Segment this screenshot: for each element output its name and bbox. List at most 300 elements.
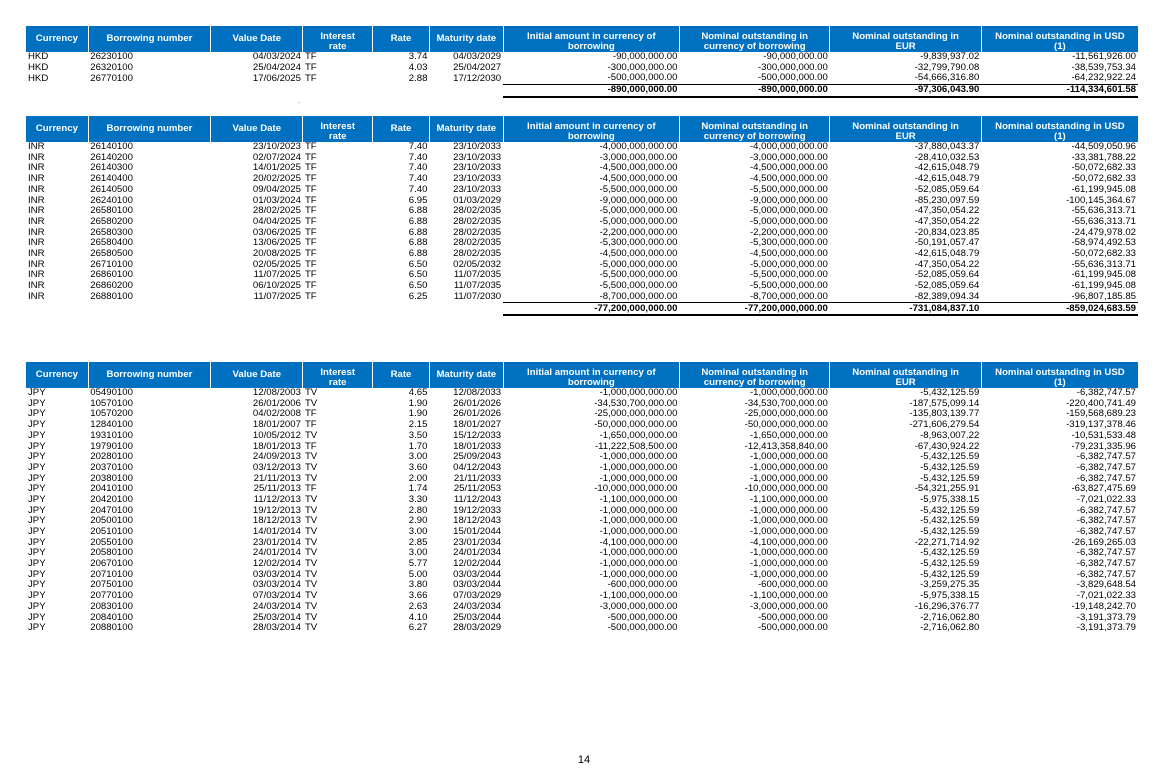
cell-value-date: 17/06/2025 bbox=[252, 73, 301, 84]
cell-nominal-eur: -42,615,048.79 bbox=[914, 248, 980, 259]
cell-initial-amount: -5,500,000,000.00 bbox=[599, 280, 678, 292]
cell-nominal-eur: -9,839,937.02 bbox=[920, 52, 980, 63]
cell-nominal-usd: -6,382,747.57 bbox=[1076, 548, 1136, 559]
cell-initial-amount: -4,100,000,000.00 bbox=[599, 537, 678, 548]
cell-initial-amount: -600,000,000.00 bbox=[607, 580, 678, 591]
cell-rate: 2.63 bbox=[408, 601, 428, 612]
cell-nominal-ccy: -1,000,000,000.00 bbox=[749, 473, 828, 484]
cell-rate: 7.40 bbox=[408, 152, 428, 163]
header-currency: Currency bbox=[26, 26, 88, 52]
cell-borrowing-number: 19310100 bbox=[90, 430, 133, 441]
cell-initial-amount: -1,650,000,000.00 bbox=[599, 430, 678, 441]
header-interest-rate-line: rate bbox=[328, 41, 347, 52]
cell-initial-amount: -500,000,000.00 bbox=[607, 73, 678, 84]
cell-nominal-usd: -6,382,747.57 bbox=[1076, 569, 1136, 580]
cell-initial-amount: -1,000,000,000.00 bbox=[599, 559, 678, 570]
cell-value-date: 10/05/2012 bbox=[252, 430, 301, 441]
cell-nominal-ccy: -4,500,000,000.00 bbox=[749, 163, 828, 174]
cell-value-date: 21/11/2013 bbox=[253, 473, 301, 484]
page-number: 14 bbox=[577, 754, 591, 766]
table-row bbox=[26, 431, 1138, 442]
cell-borrowing-number: 20380100 bbox=[90, 473, 133, 484]
header-nominal-ccy bbox=[679, 26, 829, 52]
cell-maturity-date: 28/02/2035 bbox=[453, 227, 502, 238]
header-nominal-usd-line: (1) bbox=[1054, 131, 1066, 142]
cell-rate: 3.66 bbox=[408, 591, 428, 602]
table-row bbox=[26, 559, 1138, 570]
header-borrowing-number: Borrowing number bbox=[88, 362, 210, 388]
header-nominal-eur bbox=[830, 116, 981, 142]
header-maturity-date: Maturity date bbox=[429, 362, 503, 388]
cell-nominal-eur: -8,963,007.22 bbox=[920, 430, 980, 441]
cell-currency: HKD bbox=[28, 62, 49, 73]
cell-initial-amount: -11,222,508,500.00 bbox=[594, 441, 678, 452]
cell-value-date: 12/08/2003 bbox=[252, 388, 301, 399]
table-row bbox=[26, 420, 1138, 431]
cell-borrowing-number: 26580500 bbox=[90, 248, 133, 259]
cell-value-date: 04/02/2008 bbox=[252, 409, 301, 420]
cell-borrowing-number: 20280100 bbox=[90, 452, 133, 463]
cell-borrowing-number: 26140300 bbox=[90, 163, 133, 174]
cell-rate: 7.40 bbox=[408, 163, 428, 174]
cell-value-date: 24/09/2013 bbox=[252, 452, 301, 463]
cell-rate: 3.00 bbox=[408, 452, 428, 463]
cell-nominal-usd: -58,974,492.53 bbox=[1071, 238, 1136, 249]
cell-nominal-usd: -61,199,945.08 bbox=[1071, 270, 1136, 281]
cell-nominal-ccy: -1,000,000,000.00 bbox=[749, 569, 828, 580]
cell-rate: 2.80 bbox=[408, 505, 428, 516]
cell-borrowing-number: 26240100 bbox=[90, 195, 133, 206]
cell-borrowing-number: 26140200 bbox=[90, 152, 133, 163]
cell-initial-amount: -1,000,000,000.00 bbox=[599, 473, 678, 484]
cell-maturity-date: 26/01/2026 bbox=[453, 398, 502, 409]
cell-maturity-date: 19/12/2033 bbox=[453, 505, 502, 516]
cell-maturity-date: 21/11/2033 bbox=[453, 473, 502, 484]
cell-interest-type: TV bbox=[304, 473, 318, 484]
cell-interest-type: TF bbox=[304, 216, 317, 227]
cell-maturity-date: 28/03/2029 bbox=[453, 623, 502, 634]
cell-rate: 6.88 bbox=[408, 227, 428, 238]
cell-currency: JPY bbox=[28, 601, 46, 612]
cell-interest-type: TV bbox=[304, 612, 318, 623]
cell-borrowing-number: 20840100 bbox=[90, 612, 133, 623]
cell-nominal-eur: -5,432,125.59 bbox=[920, 505, 980, 516]
table-row bbox=[26, 580, 1138, 591]
total-nominal-eur: -731,084,837.10 bbox=[830, 303, 981, 316]
cell-interest-type: TV bbox=[304, 537, 318, 548]
header-row bbox=[26, 362, 1138, 388]
cell-currency: JPY bbox=[28, 494, 46, 505]
cell-maturity-date: 25/04/2027 bbox=[453, 62, 502, 73]
cell-currency: INR bbox=[28, 227, 45, 238]
cell-value-date: 28/03/2014 bbox=[252, 623, 301, 634]
table-row bbox=[26, 527, 1138, 538]
header-nominal-usd bbox=[981, 362, 1138, 388]
cell-nominal-ccy: -500,000,000.00 bbox=[757, 612, 828, 623]
cell-nominal-eur: -54,666,316.80 bbox=[914, 73, 980, 84]
table-row bbox=[26, 217, 1138, 228]
cell-nominal-eur: -5,432,125.59 bbox=[920, 473, 980, 484]
cell-nominal-ccy: -9,000,000,000.00 bbox=[749, 195, 828, 206]
cell-value-date: 06/10/2025 bbox=[252, 280, 301, 292]
cell-value-date: 23/10/2023 bbox=[252, 142, 301, 153]
cell-currency: JPY bbox=[28, 559, 46, 570]
cell-borrowing-number: 20750100 bbox=[90, 580, 133, 591]
cell-borrowing-number: 26880100 bbox=[90, 291, 133, 302]
cell-value-date: 18/12/2013 bbox=[252, 516, 301, 527]
cell-nominal-eur: -2,716,062.80 bbox=[920, 612, 980, 623]
header-rate: Rate bbox=[372, 362, 429, 388]
table-row bbox=[26, 153, 1138, 164]
header-nominal-usd bbox=[981, 26, 1138, 52]
cell-initial-amount: -34,530,700,000.00 bbox=[594, 398, 678, 409]
cell-currency: INR bbox=[28, 280, 45, 292]
cell-interest-type: TV bbox=[304, 452, 318, 463]
cell-value-date: 24/03/2014 bbox=[252, 601, 301, 612]
cell-nominal-ccy: -1,000,000,000.00 bbox=[749, 388, 828, 399]
header-value-date: Value Date bbox=[211, 362, 303, 388]
cell-rate: 3.74 bbox=[408, 52, 428, 63]
cell-currency: INR bbox=[28, 238, 45, 249]
cell-currency: JPY bbox=[28, 580, 46, 591]
cell-interest-type: TF bbox=[304, 142, 317, 153]
cell-value-date: 25/11/2013 bbox=[253, 484, 301, 495]
cell-value-date: 04/03/2024 bbox=[252, 52, 301, 63]
cell-interest-type: TF bbox=[304, 441, 317, 452]
cell-nominal-ccy: -5,000,000,000.00 bbox=[749, 259, 828, 270]
cell-nominal-eur: -42,615,048.79 bbox=[914, 163, 980, 174]
cell-nominal-eur: -20,834,023.85 bbox=[914, 227, 980, 238]
header-nominal-usd-line: Nominal outstanding in USD bbox=[995, 367, 1125, 378]
cell-nominal-eur: -5,432,125.59 bbox=[920, 388, 980, 399]
cell-currency: JPY bbox=[28, 612, 46, 623]
cell-nominal-eur: -52,085,059.64 bbox=[914, 270, 980, 281]
cell-currency: JPY bbox=[28, 516, 46, 527]
cell-borrowing-number: 20370100 bbox=[90, 462, 133, 473]
cell-nominal-ccy: -1,000,000,000.00 bbox=[749, 462, 828, 473]
cell-value-date: 20/02/2025 bbox=[252, 174, 301, 185]
cell-interest-type: TV bbox=[304, 398, 318, 409]
cell-rate: 5.77 bbox=[408, 559, 428, 570]
cell-rate: 6.95 bbox=[408, 195, 428, 206]
cell-nominal-usd: -100,145,364.67 bbox=[1066, 195, 1136, 206]
cell-rate: 7.40 bbox=[408, 142, 428, 153]
header-nominal-usd-line: (1) bbox=[1054, 41, 1066, 52]
cell-nominal-eur: -54,321,255.91 bbox=[914, 484, 980, 495]
total-initial-amount: -77,200,000,000.00 bbox=[503, 303, 679, 316]
cell-currency: JPY bbox=[28, 505, 46, 516]
cell-borrowing-number: 26860100 bbox=[90, 270, 133, 281]
cell-borrowing-number: 26140400 bbox=[90, 174, 133, 185]
cell-value-date: 18/01/2007 bbox=[252, 420, 301, 431]
cell-currency: JPY bbox=[28, 537, 46, 548]
cell-nominal-usd: -79,231,335.96 bbox=[1071, 441, 1136, 452]
hkd-borrowings-table bbox=[26, 26, 1138, 98]
cell-nominal-eur: -135,803,139.77 bbox=[909, 409, 980, 420]
table-row bbox=[26, 238, 1138, 249]
cell-value-date: 14/01/2014 bbox=[252, 526, 301, 538]
cell-nominal-ccy: -4,500,000,000.00 bbox=[749, 174, 828, 185]
cell-maturity-date: 18/12/2043 bbox=[453, 516, 502, 527]
totals-empty-cell bbox=[88, 303, 210, 316]
cell-maturity-date: 24/01/2034 bbox=[453, 548, 502, 559]
cell-currency: INR bbox=[28, 142, 45, 153]
cell-nominal-usd: -33,381,788.22 bbox=[1071, 152, 1136, 163]
cell-currency: JPY bbox=[28, 420, 46, 431]
cell-rate: 1.90 bbox=[408, 409, 428, 420]
table-row bbox=[26, 73, 1138, 84]
cell-initial-amount: -5,300,000,000.00 bbox=[599, 238, 678, 249]
cell-nominal-usd: -50,072,682.33 bbox=[1071, 174, 1136, 185]
cell-nominal-ccy: -500,000,000.00 bbox=[757, 623, 828, 634]
cell-nominal-usd: -19,148,242.70 bbox=[1071, 601, 1136, 612]
table-row bbox=[26, 506, 1138, 517]
totals-empty-cell bbox=[26, 85, 88, 98]
cell-nominal-eur: -85,230,097.59 bbox=[914, 195, 980, 206]
cell-rate: 2.15 bbox=[408, 420, 428, 431]
cell-maturity-date: 28/02/2035 bbox=[453, 216, 502, 227]
header-nominal-eur-line: EUR bbox=[895, 41, 916, 52]
cell-nominal-ccy: -4,500,000,000.00 bbox=[749, 248, 828, 259]
cell-interest-type: TV bbox=[304, 623, 318, 634]
cell-nominal-ccy: -5,500,000,000.00 bbox=[749, 184, 828, 195]
cell-maturity-date: 02/05/2032 bbox=[453, 259, 502, 270]
cell-borrowing-number: 26230100 bbox=[90, 52, 133, 63]
table-row bbox=[26, 174, 1138, 185]
cell-rate: 4.10 bbox=[408, 612, 428, 623]
cell-nominal-ccy: -5,000,000,000.00 bbox=[749, 216, 828, 227]
totals-empty-cell bbox=[429, 303, 503, 316]
cell-initial-amount: -1,000,000,000.00 bbox=[599, 569, 678, 580]
cell-maturity-date: 15/12/2033 bbox=[453, 430, 502, 441]
cell-currency: JPY bbox=[28, 526, 46, 538]
table-row bbox=[26, 612, 1138, 623]
cell-interest-type: TF bbox=[304, 270, 317, 281]
cell-maturity-date: 28/02/2035 bbox=[453, 248, 502, 259]
cell-value-date: 12/02/2014 bbox=[252, 559, 301, 570]
cell-maturity-date: 04/03/2029 bbox=[453, 52, 502, 63]
cell-initial-amount: -1,000,000,000.00 bbox=[599, 462, 678, 473]
header-nominal-eur-line: EUR bbox=[895, 377, 916, 388]
cell-maturity-date: 25/09/2043 bbox=[453, 452, 502, 463]
cell-nominal-usd: -63,827,475.69 bbox=[1071, 484, 1136, 495]
cell-borrowing-number: 10570100 bbox=[90, 398, 133, 409]
cell-nominal-usd: -6,382,747.57 bbox=[1076, 526, 1136, 538]
cell-rate: 1.90 bbox=[408, 398, 428, 409]
cell-nominal-ccy: -1,100,000,000.00 bbox=[749, 494, 828, 505]
cell-borrowing-number: 20550100 bbox=[90, 537, 133, 548]
cell-nominal-usd: -44,509,050.96 bbox=[1071, 142, 1136, 153]
cell-value-date: 25/03/2014 bbox=[252, 612, 301, 623]
cell-value-date: 04/04/2025 bbox=[252, 216, 301, 227]
total-initial-amount: -890,000,000.00 bbox=[503, 85, 679, 98]
header-interest-rate-line: Interest bbox=[320, 31, 356, 42]
cell-nominal-usd: -6,382,747.57 bbox=[1076, 388, 1136, 399]
table-row bbox=[26, 260, 1138, 271]
table-row bbox=[26, 388, 1138, 399]
cell-interest-type: TF bbox=[304, 420, 317, 431]
cell-nominal-usd: -61,199,945.08 bbox=[1071, 184, 1136, 195]
cell-value-date: 14/01/2025 bbox=[252, 163, 301, 174]
table-row bbox=[26, 474, 1138, 485]
cell-maturity-date: 24/03/2034 bbox=[453, 601, 502, 612]
totals-empty-cell bbox=[303, 85, 373, 98]
cell-borrowing-number: 26580400 bbox=[90, 238, 133, 249]
cell-rate: 3.50 bbox=[408, 430, 428, 441]
cell-value-date: 26/01/2006 bbox=[252, 398, 301, 409]
cell-nominal-eur: -82,389,094.34 bbox=[914, 291, 980, 302]
table-row bbox=[26, 163, 1138, 174]
header-nominal-eur bbox=[830, 362, 981, 388]
cell-maturity-date: 15/01/2044 bbox=[453, 526, 502, 538]
cell-value-date: 11/07/2025 bbox=[253, 291, 301, 302]
table-row bbox=[26, 495, 1138, 506]
cell-initial-amount: -500,000,000.00 bbox=[607, 623, 678, 634]
cell-borrowing-number: 20410100 bbox=[90, 484, 133, 495]
cell-value-date: 03/06/2025 bbox=[252, 227, 301, 238]
header-interest-rate-line: rate bbox=[328, 377, 347, 388]
totals-empty-cell bbox=[372, 85, 429, 98]
cell-nominal-ccy: -50,000,000,000.00 bbox=[744, 420, 828, 431]
cell-maturity-date: 01/03/2029 bbox=[453, 195, 502, 206]
cell-initial-amount: -3,000,000,000.00 bbox=[599, 601, 678, 612]
header-nominal-ccy-line: currency of borrowing bbox=[703, 41, 806, 52]
cell-rate: 6.50 bbox=[408, 280, 428, 292]
cell-borrowing-number: 26140500 bbox=[90, 184, 133, 195]
cell-initial-amount: -500,000,000.00 bbox=[607, 612, 678, 623]
cell-nominal-usd: -6,382,747.57 bbox=[1076, 505, 1136, 516]
cell-borrowing-number: 12840100 bbox=[90, 420, 133, 431]
header-nominal-eur-line: Nominal outstanding in bbox=[852, 121, 959, 132]
cell-nominal-usd: -64,232,922.24 bbox=[1071, 73, 1136, 84]
cell-nominal-eur: -50,191,057.47 bbox=[914, 238, 980, 249]
header-initial-amount-line: borrowing bbox=[567, 131, 615, 142]
cell-value-date: 02/07/2024 bbox=[252, 152, 301, 163]
cell-maturity-date: 23/10/2033 bbox=[453, 174, 502, 185]
header-borrowing-number: Borrowing number bbox=[88, 26, 210, 52]
header-nominal-ccy-line: currency of borrowing bbox=[703, 131, 806, 142]
cell-borrowing-number: 26320100 bbox=[90, 62, 133, 73]
cell-interest-type: TF bbox=[304, 248, 317, 259]
cell-value-date: 02/05/2025 bbox=[252, 259, 301, 270]
cell-nominal-usd: -220,400,741.49 bbox=[1066, 398, 1136, 409]
cell-rate: 6.88 bbox=[408, 238, 428, 249]
cell-borrowing-number: 26860200 bbox=[90, 280, 133, 292]
cell-initial-amount: -1,000,000,000.00 bbox=[599, 452, 678, 463]
table-row bbox=[26, 548, 1138, 559]
cell-nominal-ccy: -5,000,000,000.00 bbox=[749, 206, 828, 217]
cell-nominal-ccy: -34,530,700,000.00 bbox=[744, 398, 828, 409]
cell-initial-amount: -5,000,000,000.00 bbox=[599, 206, 678, 217]
cell-rate: 5.00 bbox=[408, 569, 428, 580]
cell-value-date: 19/12/2013 bbox=[252, 505, 301, 516]
cell-initial-amount: -1,100,000,000.00 bbox=[599, 591, 678, 602]
cell-nominal-ccy: -1,000,000,000.00 bbox=[749, 559, 828, 570]
cell-maturity-date: 12/08/2033 bbox=[453, 388, 502, 399]
cell-nominal-eur: -271,606,279.54 bbox=[909, 420, 980, 431]
cell-value-date: 01/03/2024 bbox=[252, 195, 301, 206]
cell-maturity-date: 18/01/2033 bbox=[453, 441, 502, 452]
cell-initial-amount: -4,500,000,000.00 bbox=[599, 163, 678, 174]
cell-rate: 6.88 bbox=[408, 206, 428, 217]
table-row bbox=[26, 185, 1138, 196]
cell-currency: INR bbox=[28, 291, 45, 302]
cell-nominal-usd: -6,382,747.57 bbox=[1076, 473, 1136, 484]
cell-interest-type: TV bbox=[304, 559, 318, 570]
table-row bbox=[26, 292, 1138, 303]
cell-borrowing-number: 26580300 bbox=[90, 227, 133, 238]
header-initial-amount bbox=[503, 116, 679, 142]
cell-currency: INR bbox=[28, 270, 45, 281]
cell-value-date: 11/07/2025 bbox=[253, 270, 301, 281]
header-interest-rate bbox=[303, 116, 373, 142]
total-nominal-usd: -114,334,601.58 bbox=[981, 85, 1138, 98]
cell-currency: JPY bbox=[28, 623, 46, 634]
cell-currency: JPY bbox=[28, 452, 46, 463]
header-rate: Rate bbox=[372, 116, 429, 142]
cell-nominal-ccy: -1,650,000,000.00 bbox=[749, 430, 828, 441]
cell-nominal-usd: -6,382,747.57 bbox=[1076, 462, 1136, 473]
cell-rate: 3.30 bbox=[408, 494, 428, 505]
cell-nominal-eur: -52,085,059.64 bbox=[914, 280, 980, 292]
cell-value-date: 03/12/2013 bbox=[252, 462, 301, 473]
cell-nominal-usd: -96,807,185.85 bbox=[1071, 291, 1136, 302]
cell-nominal-eur: -47,350,054.22 bbox=[914, 216, 980, 227]
cell-nominal-ccy: -8,700,000,000.00 bbox=[749, 291, 828, 302]
cell-nominal-ccy: -1,000,000,000.00 bbox=[749, 548, 828, 559]
cell-nominal-usd: -7,021,022.33 bbox=[1076, 494, 1136, 505]
cell-nominal-eur: -187,575,099.14 bbox=[909, 398, 980, 409]
table-row bbox=[26, 570, 1138, 581]
cell-initial-amount: -50,000,000,000.00 bbox=[594, 420, 678, 431]
cell-nominal-ccy: -5,500,000,000.00 bbox=[749, 270, 828, 281]
cell-maturity-date: 25/11/2053 bbox=[453, 484, 502, 495]
header-value-date: Value Date bbox=[211, 116, 303, 142]
total-nominal-ccy: -890,000,000.00 bbox=[679, 85, 829, 98]
cell-value-date: 07/03/2014 bbox=[252, 591, 301, 602]
cell-initial-amount: -1,000,000,000.00 bbox=[599, 516, 678, 527]
cell-nominal-ccy: -1,000,000,000.00 bbox=[749, 452, 828, 463]
cell-nominal-usd: -55,636,313.71 bbox=[1071, 259, 1136, 270]
cell-interest-type: TF bbox=[304, 206, 317, 217]
cell-nominal-ccy: -1,100,000,000.00 bbox=[749, 591, 828, 602]
cell-value-date: 13/06/2025 bbox=[252, 238, 301, 249]
cell-nominal-ccy: -300,000,000.00 bbox=[757, 62, 828, 73]
table-row bbox=[26, 281, 1138, 292]
cell-initial-amount: -4,000,000,000.00 bbox=[599, 142, 678, 153]
cell-value-date: 25/04/2024 bbox=[252, 62, 301, 73]
cell-value-date: 20/08/2025 bbox=[252, 248, 301, 259]
table-row bbox=[26, 195, 1138, 206]
header-maturity-date: Maturity date bbox=[429, 116, 503, 142]
table-row bbox=[26, 228, 1138, 239]
cell-interest-type: TF bbox=[304, 238, 317, 249]
cell-currency: INR bbox=[28, 152, 45, 163]
cell-nominal-usd: -159,568,689.23 bbox=[1066, 409, 1136, 420]
table-row bbox=[26, 441, 1138, 452]
header-rate: Rate bbox=[372, 26, 429, 52]
header-initial-amount bbox=[503, 26, 679, 52]
cell-maturity-date: 23/10/2033 bbox=[453, 163, 502, 174]
cell-borrowing-number: 20710100 bbox=[90, 569, 133, 580]
totals-empty-cell bbox=[88, 85, 210, 98]
cell-nominal-eur: -22,271,714.92 bbox=[914, 537, 980, 548]
header-nominal-ccy bbox=[679, 362, 829, 388]
cell-nominal-ccy: -1,000,000,000.00 bbox=[749, 526, 828, 538]
table-row bbox=[26, 463, 1138, 474]
cell-rate: 1.70 bbox=[408, 441, 428, 452]
cell-interest-type: TF bbox=[304, 163, 317, 174]
